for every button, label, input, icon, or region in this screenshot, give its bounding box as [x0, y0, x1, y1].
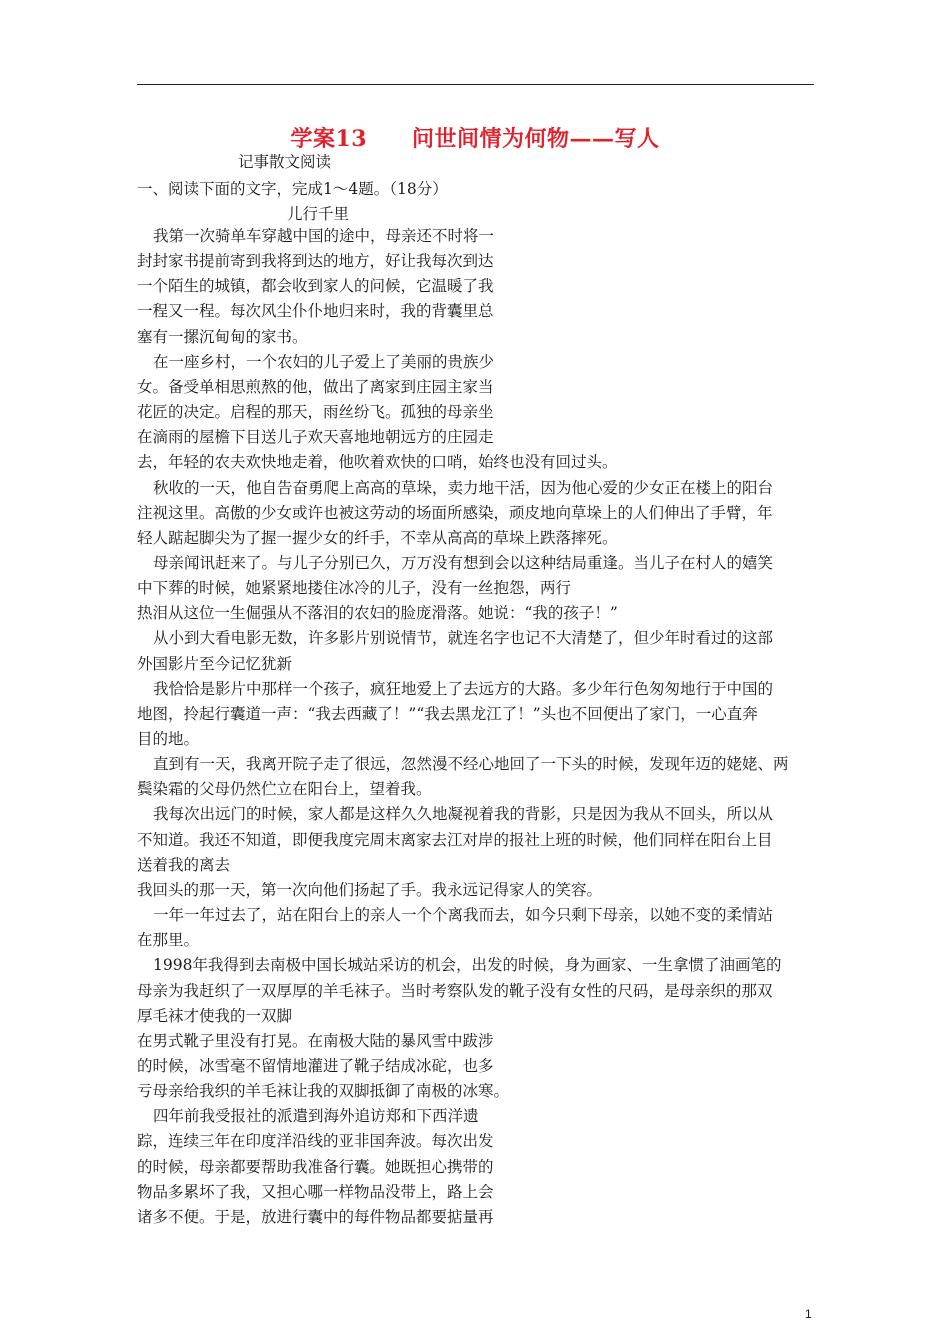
text-line: 物品多累坏了我，又担心哪一样物品没带上，路上会 [137, 1183, 494, 1201]
text-line: 在那里。 [137, 931, 200, 949]
text-line: 一个陌生的城镇，都会收到家人的问候，它温暖了我 [137, 277, 494, 295]
question-prompt: 一、阅读下面的文字，完成1～4题。（18分） [137, 180, 448, 198]
text-line: 一程又一程。每次风尘仆仆地归来时，我的背囊里总 [137, 302, 494, 320]
text-line: 厚毛袜才使我的一双脚 [137, 1007, 293, 1025]
text-line: 我每次出远门的时候，家人都是这样久久地凝视着我的背影，只是因为我从不回头，所以从 [153, 805, 774, 823]
text-line: 母亲为我赶织了一双厚厚的羊毛袜子。当时考察队发的靴子没有女性的尺码，是母亲织的那双 [137, 982, 773, 1000]
text-line: 中下葬的时候，她紧紧地搂住冰冷的儿子，没有一丝抱怨，两行 [137, 579, 572, 597]
text-line: 我回头的那一天，第一次向他们扬起了手。我永远记得家人的笑容。 [137, 881, 603, 899]
header-rule [137, 84, 814, 85]
text-line: 我第一次骑单车穿越中国的途中，母亲还不时将一 [153, 227, 495, 245]
text-line: 母亲闻讯赶来了。与儿子分别已久，万万没有想到会以这种结局重逢。当儿子在村人的嬉笑 [153, 554, 774, 572]
text-line: 目的地。 [137, 730, 200, 748]
text-line: 的时候，冰雪毫不留情地灌进了靴子结成冰砣，也多 [137, 1057, 494, 1075]
text-line: 直到有一天，我离开院子走了很远，忽然漫不经心地回了一下头的时候，发现年迈的姥姥、两 [153, 755, 789, 773]
text-line: 去，年轻的农夫欢快地走着，他吹着欢快的口哨，始终也没有回过头。 [137, 453, 618, 471]
page-title: 学案13 问世间情为何物——写人 [290, 126, 660, 152]
text-line: 不知道。我还不知道，即便我度完周末离家去江对岸的报社上班的时候，他们同样在阳台上目 [137, 831, 773, 849]
text-line: 塞有一摞沉甸甸的家书。 [137, 328, 308, 346]
essay-title: 儿行千里 [287, 205, 350, 223]
text-line: 四年前我受报社的派遣到海外追访郑和下西洋遗 [153, 1107, 479, 1125]
text-line: 从小到大看电影无数，许多影片别说情节，就连名字也记不大清楚了，但少年时看过的这部 [153, 629, 774, 647]
text-line: 送着我的离去 [137, 856, 231, 874]
text-line: 亏母亲给我织的羊毛袜让我的双脚抵御了南极的冰寒。 [137, 1082, 510, 1100]
text-line: 封封家书提前寄到我将到达的地方，好让我每次到达 [137, 252, 494, 270]
text-line: 外国影片至今记忆犹新 [137, 655, 293, 673]
page-number: 1 [805, 1307, 812, 1321]
text-line: 在男式靴子里没有打晃。在南极大陆的暴风雪中跋涉 [137, 1032, 494, 1050]
text-line: 在一座乡村，一个农妇的儿子爱上了美丽的贵族少 [153, 353, 495, 371]
section-label: 记事散文阅读 [238, 153, 332, 171]
text-line: 踪，连续三年在印度洋沿线的亚非国奔波。每次出发 [137, 1132, 494, 1150]
text-line: 一年一年过去了，站在阳台上的亲人一个个离我而去，如今只剩下母亲，以她不变的柔情站 [153, 906, 774, 924]
text-line: 秋收的一天，他自告奋勇爬上高高的草垛，卖力地干活，因为他心爱的少女正在楼上的阳台 [153, 479, 774, 497]
text-line: 我恰恰是影片中那样一个孩子，疯狂地爱上了去远方的大路。多少年行色匆匆地行于中国的 [153, 680, 774, 698]
text-line: 在滴雨的屋檐下目送儿子欢天喜地地朝远方的庄园走 [137, 428, 494, 446]
text-line: 轻人踮起脚尖为了握一握少女的纤手，不幸从高高的草垛上跌落摔死。 [137, 529, 618, 547]
text-line: 注视这里。高傲的少女或许也被这劳动的场面所感染，顽皮地向草垛上的人们伸出了手臂，年 [137, 504, 773, 522]
text-line: 鬓染霜的父母仍然伫立在阳台上，望着我。 [137, 780, 432, 798]
text-line: 诸多不便。于是，放进行囊中的每件物品都要掂量再 [137, 1208, 494, 1226]
text-line: 1998年我得到去南极中国长城站采访的机会，出发的时候，身为画家、一生拿惯了油画笔的 [153, 956, 782, 974]
text-line: 地图，拎起行囊道一声：“我去西藏了！”“我去黑龙江了！”头也不回便出了家门，一心直奔 [137, 705, 758, 723]
text-line: 的时候，母亲都要帮助我准备行囊。她既担心携带的 [137, 1158, 494, 1176]
text-line: 花匠的决定。启程的那天，雨丝纷飞。孤独的母亲坐 [137, 403, 494, 421]
text-line: 女。备受单相思煎熬的他，做出了离家到庄园主家当 [137, 378, 494, 396]
text-line: 热泪从这位一生倔强从不落泪的农妇的脸庞滑落。她说：“我的孩子！” [137, 604, 618, 622]
